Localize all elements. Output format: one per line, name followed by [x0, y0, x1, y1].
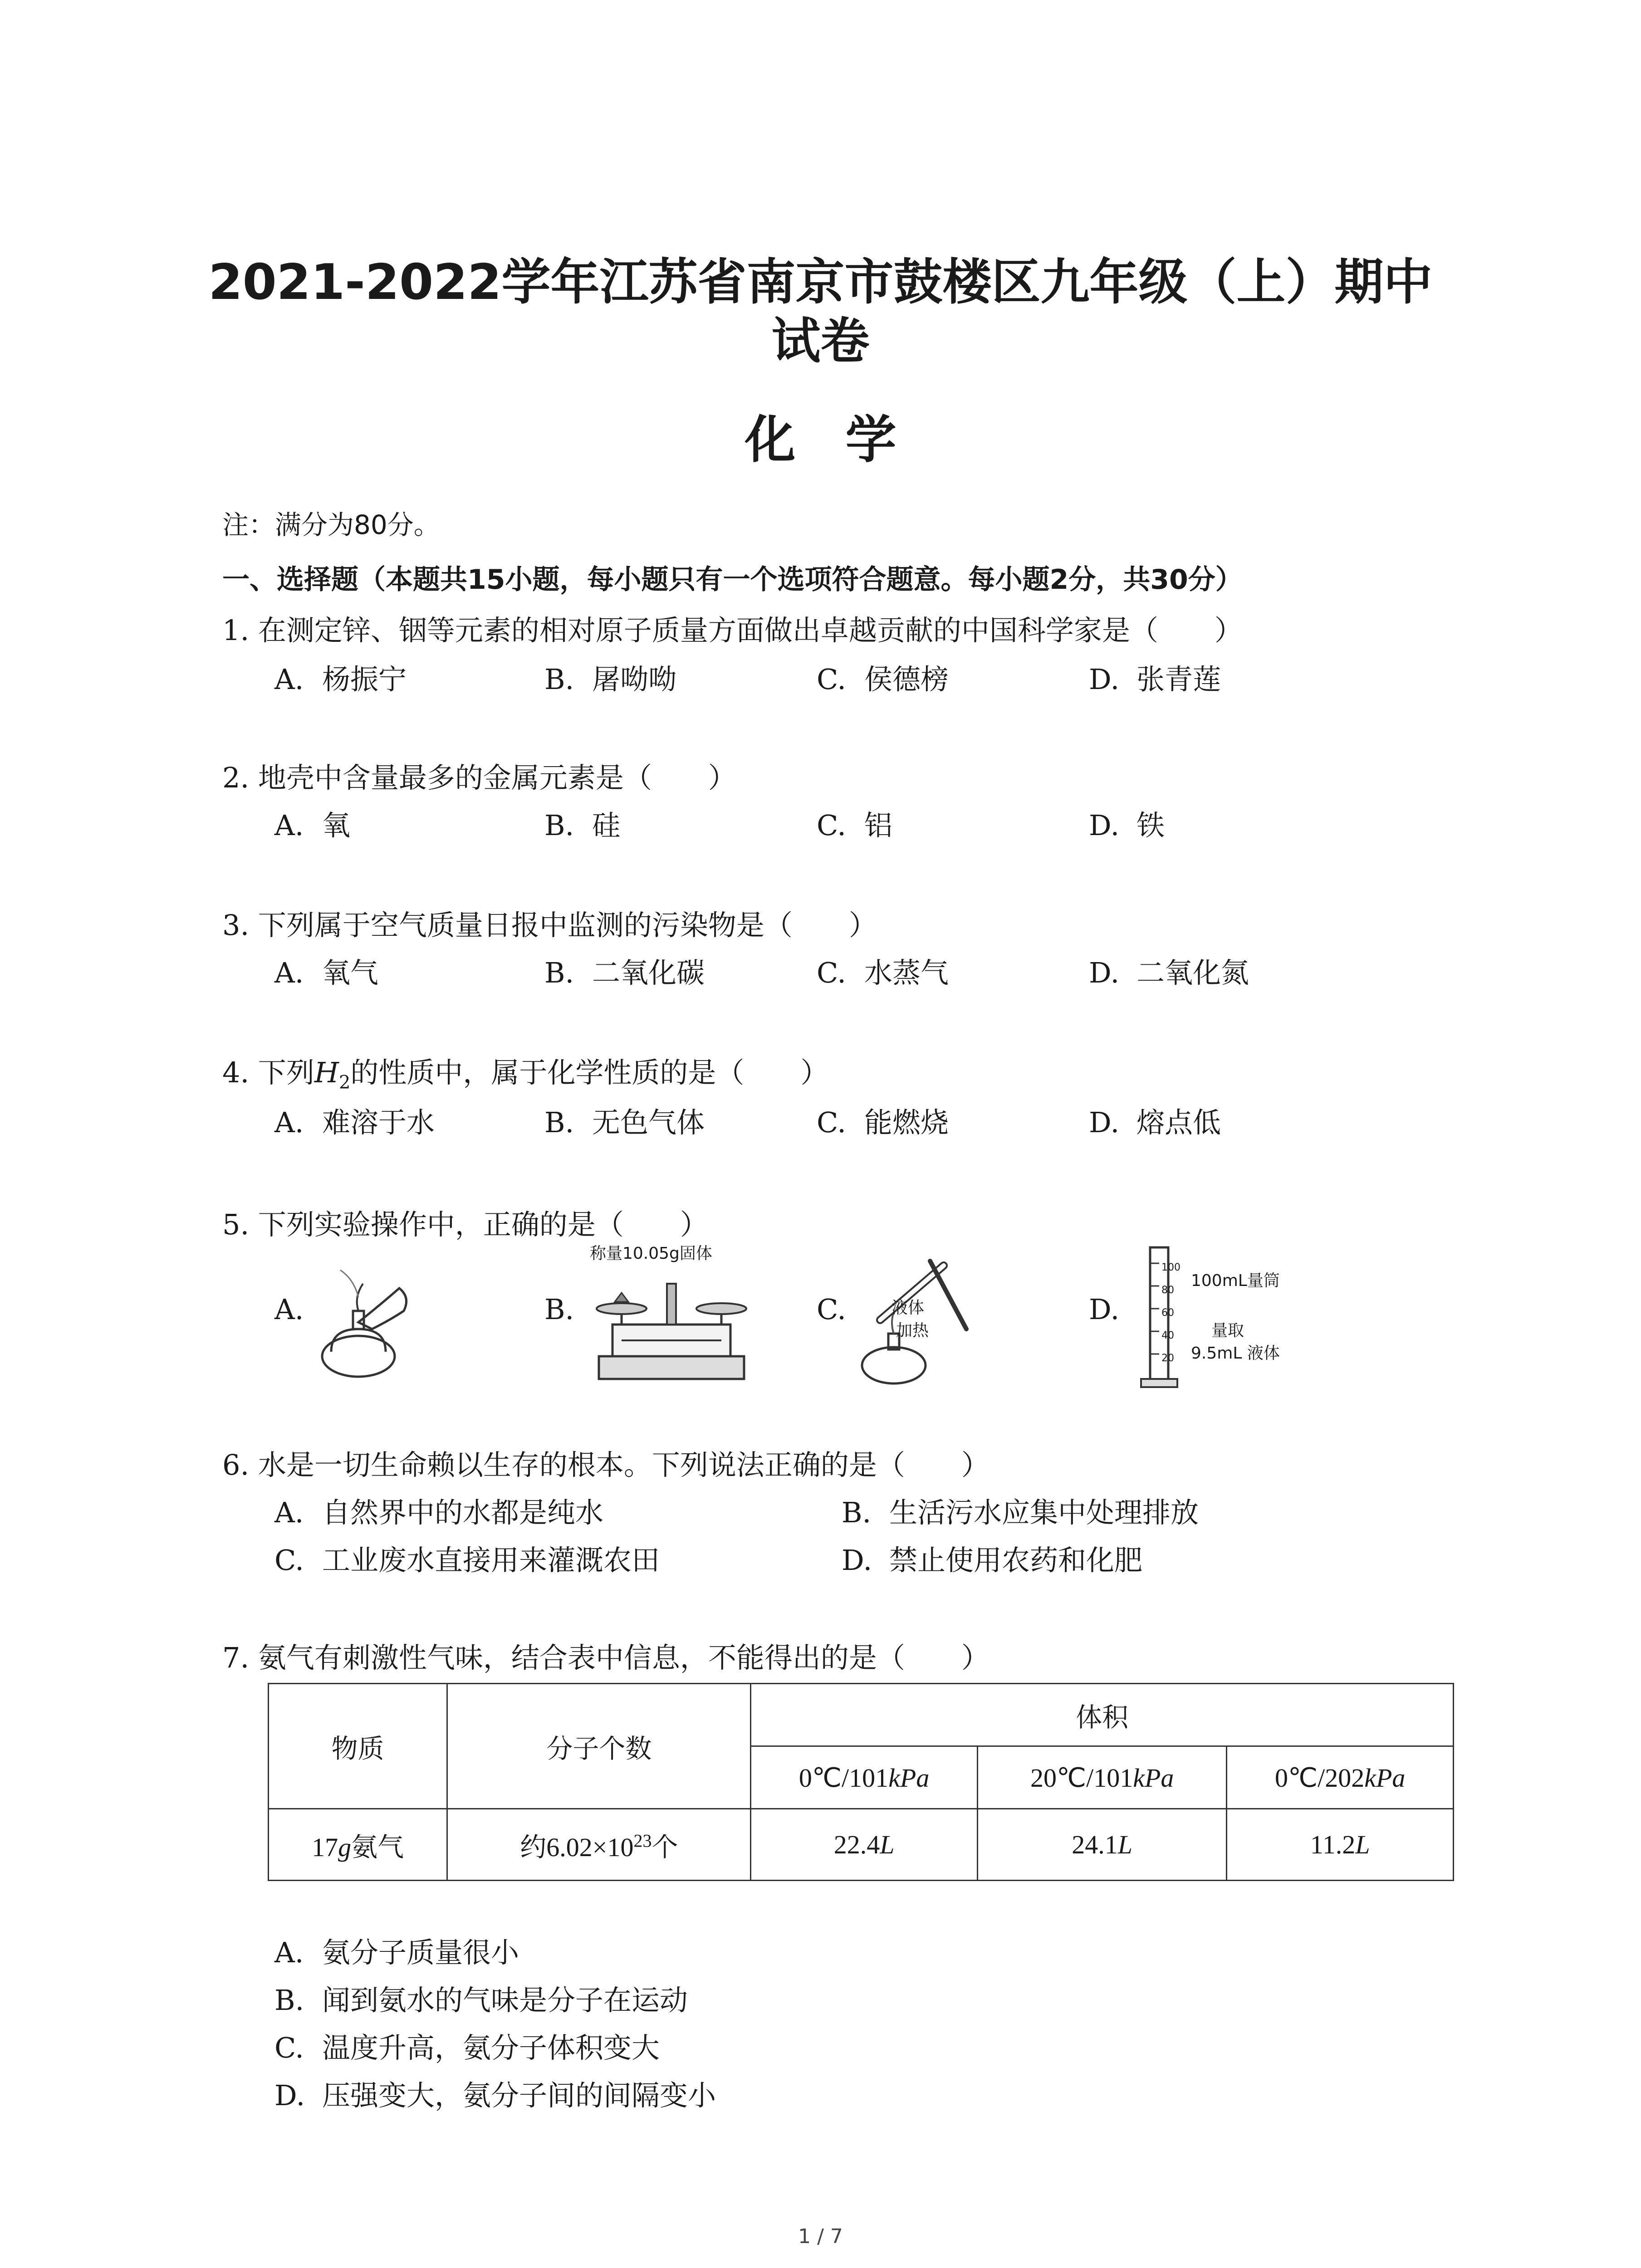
- formula-subscript: 2: [338, 1072, 351, 1093]
- option-text: 二氧化碳: [592, 956, 705, 989]
- option-letter: A.: [274, 1936, 304, 1969]
- balance-scale-illustration: [594, 1266, 749, 1383]
- option-letter: C.: [817, 956, 846, 989]
- q6-option-c[interactable]: [274, 1538, 660, 1578]
- heating-caption: 加热: [896, 1321, 929, 1340]
- option-letter: C.: [274, 1544, 304, 1577]
- q2-option-a[interactable]: [274, 803, 350, 843]
- option-letter: B.: [842, 1496, 872, 1529]
- question-6-stem: 6. 水是一切生命赖以生存的根本。下列说法正确的是（ ）: [222, 1448, 989, 1481]
- tick-label: 60: [1161, 1307, 1174, 1319]
- question-2-stem: 2. 地壳中含量最多的金属元素是（ ）: [222, 761, 736, 794]
- section-heading: 一、选择题（本题共15小题，每小题只有一个选项符合题意。每小题2分，共30分）: [222, 564, 1243, 596]
- q3-option-c[interactable]: [817, 950, 949, 991]
- cylinder-tick-labels: [1161, 1256, 1181, 1370]
- q2-option-c[interactable]: [817, 803, 892, 843]
- cell-17g-ammonia: [269, 1809, 447, 1881]
- cell-volume-3: [1227, 1809, 1454, 1881]
- q1-option-a[interactable]: [274, 657, 407, 697]
- condition-text: 0℃/202: [1274, 1763, 1365, 1793]
- option-letter: B.: [274, 1984, 304, 2017]
- count-unit: 个: [652, 1832, 678, 1862]
- option-text: 无色气体: [592, 1106, 705, 1139]
- option-letter: B.: [544, 809, 574, 842]
- option-letter: D.: [1089, 956, 1120, 989]
- option-text: 难溶于水: [322, 1106, 435, 1139]
- option-text: 禁止使用农药和化肥: [889, 1544, 1143, 1577]
- option-text: 杨振宁: [322, 663, 407, 696]
- option-letter: C.: [817, 809, 846, 842]
- stem-text: 的性质中，属于化学性质的是（ ）: [350, 1056, 829, 1089]
- unit-kpa: kPa: [1133, 1763, 1174, 1793]
- option-text: 氨分子质量很小: [322, 1936, 519, 1969]
- option-text: 硅: [592, 809, 621, 842]
- header-molecule-count: 分子个数: [447, 1684, 751, 1809]
- option-letter: B.: [544, 956, 574, 989]
- option-letter: A.: [274, 663, 304, 696]
- q6-option-d[interactable]: [842, 1538, 1142, 1578]
- unit-l: L: [1117, 1830, 1133, 1859]
- option-letter: C.: [274, 2031, 304, 2064]
- option-text: 屠呦呦: [592, 663, 677, 696]
- q1-option-c[interactable]: [817, 657, 949, 697]
- tick-label: 20: [1161, 1353, 1174, 1364]
- q4-option-d[interactable]: [1089, 1100, 1221, 1140]
- q7-option-c[interactable]: [274, 2025, 660, 2066]
- q2-option-b[interactable]: [544, 803, 620, 843]
- unit-l: L: [1355, 1830, 1370, 1859]
- tick-label: 40: [1161, 1330, 1174, 1341]
- condition-20c-101kpa: [977, 1746, 1227, 1809]
- option-letter: C.: [817, 1106, 846, 1139]
- option-letter: B.: [544, 663, 574, 696]
- option-text: 氧气: [322, 956, 379, 989]
- option-letter: A.: [274, 809, 304, 842]
- ammonia-data-table: [268, 1683, 1454, 1881]
- q4-option-b[interactable]: [544, 1100, 705, 1140]
- question-5-stem: 5. 下列实验操作中，正确的是（ ）: [222, 1208, 708, 1241]
- unit-l: L: [880, 1830, 895, 1859]
- option-text: 水蒸气: [864, 956, 949, 989]
- condition-0c-202kpa: [1227, 1746, 1454, 1809]
- q7-option-b[interactable]: [274, 1978, 688, 2018]
- tick-label: 100: [1161, 1262, 1181, 1273]
- option-letter: D.: [1089, 663, 1120, 696]
- option-text: 压强变大，氨分子间的间隔变小: [322, 2079, 716, 2112]
- quantity: 17: [312, 1832, 338, 1862]
- unit-g: g: [338, 1832, 352, 1862]
- option-text: 侯德榜: [864, 663, 949, 696]
- q6-option-b[interactable]: [842, 1490, 1199, 1530]
- exponent: 23: [633, 1830, 652, 1851]
- option-text: 张青莲: [1136, 663, 1221, 696]
- q3-option-d[interactable]: [1089, 950, 1249, 991]
- option-text: 自然界中的水都是纯水: [322, 1496, 604, 1529]
- cell-volume-2: [977, 1809, 1227, 1881]
- option-text: 能燃烧: [864, 1106, 949, 1139]
- option-letter: D.: [842, 1544, 872, 1577]
- option-text: 铁: [1136, 809, 1165, 842]
- exam-title-line2: 试卷: [771, 313, 870, 370]
- question-1-stem: 1. 在测定锌、铟等元素的相对原子质量方面做出卓越贡献的中国科学家是（ ）: [222, 614, 1243, 647]
- measure-caption: 量取: [1211, 1321, 1244, 1340]
- option-text: 工业废水直接用来灌溉农田: [322, 1544, 660, 1577]
- q2-option-d[interactable]: [1089, 803, 1165, 843]
- volume-value: 22.4: [833, 1830, 880, 1859]
- option-letter: A.: [274, 956, 304, 989]
- q1-option-b[interactable]: [544, 657, 676, 697]
- count-text: 约6.02×10: [520, 1832, 634, 1862]
- q4-option-c[interactable]: [817, 1100, 949, 1140]
- cell-volume-1: [751, 1809, 978, 1881]
- q5-option-a-letter[interactable]: A.: [274, 1293, 304, 1326]
- cylinder-caption: 100mL量筒: [1191, 1271, 1280, 1290]
- balance-caption: 称量10.05g固体: [590, 1244, 712, 1263]
- option-text: 熔点低: [1136, 1106, 1221, 1139]
- volume-value: 11.2: [1310, 1830, 1356, 1859]
- subject-title: 化学: [745, 411, 946, 469]
- option-letter: D.: [1089, 809, 1120, 842]
- option-letter: B.: [544, 1106, 574, 1139]
- question-7-stem: 7. 氨气有刺激性气味，结合表中信息，不能得出的是（ ）: [222, 1641, 989, 1674]
- q3-option-a[interactable]: [274, 950, 378, 991]
- option-letter: D.: [274, 2079, 305, 2112]
- option-text: 铝: [864, 809, 893, 842]
- cell-molecule-count: [447, 1809, 751, 1881]
- unit-kpa: kPa: [1364, 1763, 1406, 1793]
- q6-option-a[interactable]: [274, 1490, 603, 1530]
- formula-h: H: [314, 1056, 339, 1089]
- q3-option-b[interactable]: [544, 950, 705, 991]
- option-text: 闻到氨水的气味是分子在运动: [322, 1984, 688, 2017]
- q5-option-d-letter[interactable]: D.: [1089, 1293, 1120, 1326]
- condition-text: 20℃/101: [1030, 1763, 1133, 1793]
- condition-0c-101kpa: [751, 1746, 978, 1809]
- page-number: 1 / 7: [798, 2225, 843, 2248]
- substance-name: 氨气: [351, 1832, 404, 1862]
- option-text: 生活污水应集中处理排放: [889, 1496, 1199, 1529]
- liquid-caption: 液体: [892, 1299, 925, 1317]
- question-4-stem: [222, 1050, 828, 1093]
- option-letter: A.: [274, 1496, 304, 1529]
- q1-option-d[interactable]: [1089, 657, 1221, 697]
- question-3-stem: 3. 下列属于空气质量日报中监测的污染物是（ ）: [222, 909, 877, 942]
- header-substance: 物质: [269, 1684, 447, 1809]
- q5-option-b-letter[interactable]: B.: [544, 1293, 574, 1326]
- option-text: 温度升高，氨分子体积变大: [322, 2031, 660, 2064]
- q7-option-d[interactable]: [274, 2073, 716, 2113]
- alcohol-lamp-lighting-illustration: [313, 1261, 431, 1383]
- tick-label: 80: [1161, 1285, 1174, 1296]
- q7-option-a[interactable]: [274, 1930, 519, 1970]
- unit-kpa: kPa: [888, 1763, 930, 1793]
- option-letter: C.: [817, 663, 846, 696]
- option-letter: A.: [274, 1106, 304, 1139]
- option-letter: D.: [1089, 1106, 1120, 1139]
- volume-caption: 9.5mL 液体: [1191, 1344, 1280, 1363]
- header-volume: 体积: [751, 1684, 1454, 1746]
- volume-value: 24.1: [1072, 1830, 1118, 1859]
- option-text: 氧: [322, 809, 351, 842]
- q5-option-c-letter[interactable]: C.: [817, 1293, 846, 1326]
- exam-title-line1: 2021-2022学年江苏省南京市鼓楼区九年级（上）期中: [208, 254, 1433, 311]
- stem-text: 4. 下列: [222, 1056, 314, 1089]
- q4-option-a[interactable]: [274, 1100, 435, 1140]
- condition-text: 0℃/101: [798, 1763, 889, 1793]
- option-text: 二氧化氮: [1136, 956, 1249, 989]
- score-note: 注：满分为80分。: [222, 509, 440, 540]
